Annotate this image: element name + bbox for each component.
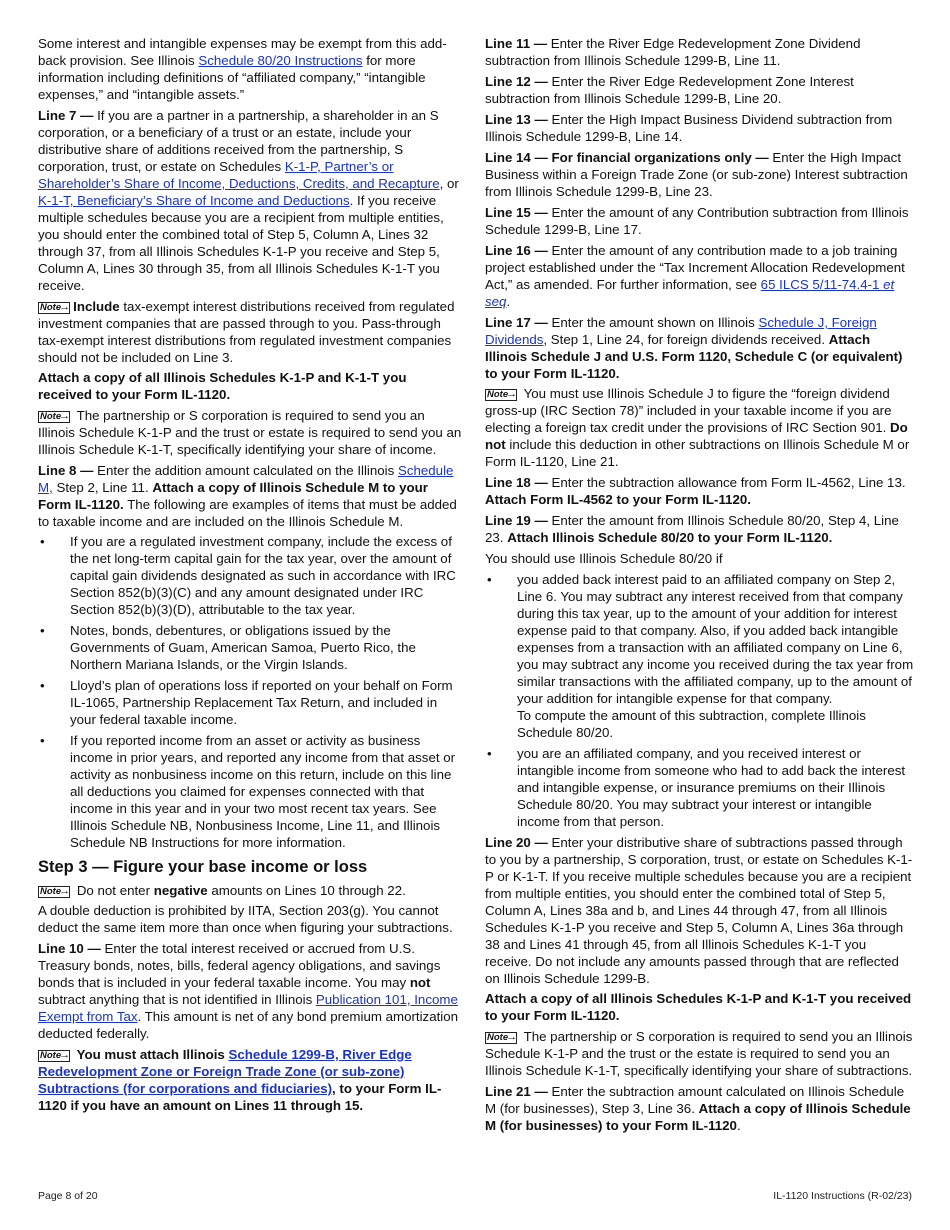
- text: amounts on Lines 10 through 22.: [207, 883, 406, 898]
- bold-text: Attach Form IL-4562 to your Form IL-1120.: [485, 492, 751, 507]
- line-label: Line 21 —: [485, 1084, 548, 1099]
- bold-text: Attach a copy of Illinois Schedule M (for businesses) to your Form IL-1120: [485, 1101, 911, 1133]
- paragraph-line-8: [38, 462, 464, 530]
- note-schedule-j: [485, 385, 915, 470]
- addition-examples-list: [38, 533, 464, 851]
- paragraph-line-18: [485, 474, 915, 508]
- list-item: • If you are a regulated investment company, include the excess of the net long-term capital gain for the tax year, over the amount of capital gain dividends designated as such in accordance with IRC Section 852(b)(3)(C) and any amount designated under IRC Section 852(b)(3)(D), attributable to the tax year.: [38, 533, 464, 618]
- text: Enter your distributive share of subtractions passed through to you by a partnership, S corporation, trust, or estate on Schedules K-1-P or K-1-T. If you receive multiple schedules because you are a recipient from multiple entities, you should enter the combined total of Step 5, Column A, Lines 38a and b, and Lines 44 through 47, from all Illinois Schedules K-1-P you receive and Step 5, Column A, Lines 36a through 38 and Lines 41 through 45, from all Illinois Schedules K-1-T you receive. Do not include any amounts passed through that are reflected on Illinois Schedule 1299-B.: [485, 835, 913, 986]
- line-label: Line 16 —: [485, 243, 548, 258]
- bold-text: Include: [73, 299, 120, 314]
- text: . If you receive multiple schedules because you are a recipient from multiple entities, you should enter the combined total of Step 5, Column A, Lines 32 through 37, from all Illinois Schedules K-1-P you receive and Step 5, Column A, Lines 30 through 35, from all Illinois Schedules K-1-T you receive.: [38, 193, 444, 293]
- paragraph-double-deduction: A double deduction is prohibited by IITA, Section 203(g). You cannot deduct the same item more than once when figuring your subtractions.: [38, 903, 453, 935]
- form-revision: IL-1120 Instructions (R-02/23): [773, 1190, 912, 1202]
- text: .: [506, 294, 511, 309]
- list-item: • Notes, bonds, debentures, or obligations issued by the Governments of Guam, American Samoa, Puerto Rico, the Northern Mariana Islands, or the Virgin Islands.: [38, 622, 464, 673]
- link-italic-text: et seq: [485, 277, 895, 309]
- paragraph-line-19: [485, 512, 915, 546]
- note-icon: Note →: [38, 886, 70, 898]
- page-number: Page 8 of 20: [38, 1190, 98, 1202]
- paragraph-line-10: [38, 940, 464, 1042]
- paragraph-line-7: [38, 107, 464, 294]
- paragraph-should-use: You should use Illinois Schedule 80/20 if: [485, 551, 723, 566]
- link-text: Schedule 1299-B, River Edge Redevelopment Zone or Foreign Trade Zone (or sub-zone) Subtractions (for corporations and fiduciaries): [38, 1047, 412, 1096]
- line-label: Line 17 —: [485, 315, 548, 330]
- text: , or: [439, 176, 459, 191]
- line-label: Line 10 —: [38, 941, 101, 956]
- bold-text: negative: [153, 883, 208, 898]
- line-label: Line 19 —: [485, 513, 548, 528]
- paragraph-line-21: [485, 1083, 915, 1134]
- text: If you are a partner in a partnership, a shareholder in an S corporation, or a beneficiary of a trust or an estate, include your distributive share of additions received from the partnership, S corporation, trust, or estate on Schedules: [38, 108, 439, 174]
- bold-text: Attach a copy of all Illinois Schedules K-1-P and K-1-T you received to your Form IL-1120.: [38, 370, 407, 402]
- note-partnership: [38, 407, 464, 458]
- right-column: [485, 35, 915, 1137]
- text: Enter the amount of any Contribution subtraction from Illinois Schedule 1299-B, Line 17.: [485, 205, 909, 237]
- line-label: Line 15 —: [485, 205, 548, 220]
- schedule-m-link[interactable]: Schedule M,: [38, 463, 454, 495]
- note-icon: Note →: [485, 389, 517, 401]
- line-label: Line 14 — For financial organizations only —: [485, 150, 769, 165]
- paragraph-line-20: [485, 834, 915, 987]
- line-label: Line 8 —: [38, 463, 94, 478]
- schedule-8020-instructions-link[interactable]: Schedule 80/20 Instructions: [198, 53, 363, 68]
- text: Some interest and intangible expenses may be exempt from this add-back provision. See Illinois: [38, 36, 447, 68]
- text: for more information including definitions of “affiliated company,” “intangible expenses,” and “intangible assets.”: [38, 53, 426, 102]
- text: The following are examples of items that must be added to taxable income and are included on the Illinois Schedule M.: [38, 497, 457, 529]
- schedule-8020-list: [485, 571, 915, 830]
- k1p-link[interactable]: K-1-P, Partner’s or Shareholder’s Share of Income, Deductions, Credits, and Recapture: [38, 159, 440, 191]
- paragraph-line-17: [485, 314, 915, 382]
- text: include this deduction in other subtractions on Illinois Schedule M or Form IL-1120, Line 21.: [485, 437, 910, 469]
- bold-text: Attach Illinois Schedule J and U.S. Form 1120, Schedule C (or equivalent) to your Form IL-1120.: [485, 332, 903, 381]
- attach-instruction: [38, 369, 464, 403]
- text: Enter the subtraction amount calculated on Illinois Schedule M (for businesses), Step 3, Line 36.: [485, 1084, 905, 1116]
- text: Enter the subtraction allowance from Form IL-4562, Line 13.: [547, 475, 906, 490]
- text: Step 2, Line 11.: [52, 480, 153, 495]
- text: You must use Illinois Schedule J to figure the “foreign dividend gross-up (IRC Section 78)” included in your taxable income if you are electing a foreign tax credit under the provisions of IRC Section 901.: [485, 386, 892, 435]
- text: Enter the River Edge Redevelopment Zone Dividend subtraction from Illinois Schedule 1299-B, Line 11.: [485, 36, 861, 68]
- line-label: Line 18 —: [485, 475, 548, 490]
- text: subtract anything that is not identified in Illinois: [38, 992, 316, 1007]
- note-schedule-1299b: [38, 1046, 464, 1114]
- bold-text: Attach a copy of Illinois Schedule M to your Form IL-1120.: [38, 480, 428, 512]
- paragraph-line-14: [485, 149, 915, 200]
- line-label: Line 7 —: [38, 108, 94, 123]
- paragraph-exempt: [38, 35, 464, 103]
- bold-text: , to your Form IL-1120 if you have an amount on Lines 11 through 15.: [38, 1081, 442, 1113]
- paragraph-line-13: [485, 111, 915, 145]
- paragraph-line-11: [485, 35, 915, 69]
- text: tax-exempt interest distributions received from regulated investment companies that are passed through to you. Pass-through tax-exempt interest distributions from regulated investment companies should not be included on Line 3.: [38, 299, 455, 365]
- note-icon: Note →: [38, 1050, 70, 1062]
- list-item: • you are an affiliated company, and you received interest or intangible income from someone who had to add back the interest and intangible expense, or insurance premiums on their Illinois Schedule 80/20. You may subtract your interest or intangible income from that person.: [485, 745, 915, 830]
- link-text: 65 ILCS 5/11-74.4-1: [760, 277, 884, 292]
- bold-text: Do not: [485, 420, 908, 452]
- bold-text: You must attach Illinois: [73, 1047, 229, 1062]
- note-icon: Note →: [38, 302, 70, 314]
- text: Enter the High Impact Business Dividend subtraction from Illinois Schedule 1299-B, Line 14.: [485, 112, 893, 144]
- text: To compute the amount of this subtraction, complete Illinois Schedule 80/20.: [517, 708, 866, 740]
- paragraph-line-15: [485, 204, 915, 238]
- line-label: Line 12 —: [485, 74, 548, 89]
- publication-101-link[interactable]: Publication 101, Income Exempt from Tax: [38, 992, 458, 1024]
- text: The partnership or S corporation is required to send you an Illinois Schedule K-1-P and the trust or estate is required to send you an Illinois Schedule K-1-T, specifically identifying your share of income.: [38, 408, 462, 457]
- bold-text: Attach Illinois Schedule 80/20 to your Form IL-1120.: [507, 530, 833, 545]
- left-column: [38, 35, 464, 1117]
- text: Enter the High Impact Business within a Foreign Trade Zone (or sub-zone) Interest subtraction from Illinois Schedule 1299-B, Line 23.: [485, 150, 908, 199]
- line-label: Line 13 —: [485, 112, 548, 127]
- text: Enter the amount of any contribution made to a job training project established under the “Tax Increment Allocation Redevelopment Act,” as amended. For further information, see: [485, 243, 905, 292]
- text: Enter the amount shown on Illinois: [547, 315, 759, 330]
- text: The partnership or S corporation is required to send you an Illinois Schedule K-1-P and the trust or the estate is required to send you an Illinois Schedule K-1-T, specifically identifying your share of subtractions.: [485, 1029, 913, 1078]
- paragraph-line-12: [485, 73, 915, 107]
- list-item: • If you reported income from an asset or activity as business income in prior years, and reported any income from that asset or activity as nonbusiness income on this return, include on this line all deductions you claimed for expenses connected with that income in this year and in your two most recent tax years. See Illinois Schedule NB, Nonbusiness Income, Line 11, and Illinois Schedule NB Instructions for more information.: [38, 732, 464, 851]
- text: .: [736, 1118, 741, 1133]
- bold-text: Attach a copy of all Illinois Schedules K-1-P and K-1-T you received to your Form IL-1120.: [485, 991, 912, 1023]
- attach-instruction: [485, 990, 915, 1024]
- text: . This amount is net of any bond premium amortization deducted federally.: [38, 1009, 459, 1041]
- text: Enter the total interest received or accrued from U.S. Treasury bonds, notes, bills, federal agency obligations, and savings bonds that is included in your federal taxable income. You may: [38, 941, 441, 990]
- note-tax-exempt: [38, 298, 464, 366]
- text: you added back interest paid to an affiliated company on Step 2, Line 6. You may subtract any interest received from that company during this tax year, up to the amount of your addition for interest expense paid to that company. Also, if you added back intangible expenses from a transaction with an affiliated company on Line 6, you may subtract any income you received during the tax year from similar transactions with the affiliated company, up to the amount of your addition for intangible expense for that company.: [517, 572, 914, 706]
- line-label: Line 11 —: [485, 36, 548, 51]
- note-icon: Note →: [38, 411, 70, 423]
- k1t-link[interactable]: K-1-T, Beneficiary’s Share of Income and Deductions: [38, 193, 350, 208]
- text: Enter the amount from Illinois Schedule 80/20, Step 4, Line 23.: [485, 513, 899, 545]
- note-negative: [38, 882, 464, 899]
- text: Do not enter: [73, 883, 154, 898]
- schedule-j-link[interactable]: Schedule J, Foreign Dividends: [485, 315, 877, 347]
- list-item: [485, 571, 915, 741]
- step-3-heading: Step 3 — Figure your base income or loss: [38, 858, 368, 876]
- text: , Step 1, Line 24, for foreign dividends received.: [543, 332, 829, 347]
- list-item: • Lloyd’s plan of operations loss if reported on your behalf on Form IL-1065, Partnership Replacement Tax Return, and included in your federal taxable income.: [38, 677, 464, 728]
- line-label: Line 20 —: [485, 835, 548, 850]
- text: Enter the addition amount calculated on the Illinois: [93, 463, 398, 478]
- note-icon: Note →: [485, 1032, 517, 1044]
- paragraph-line-16: [485, 242, 915, 310]
- text: Enter the River Edge Redevelopment Zone Interest subtraction from Illinois Schedule 1299-B, Line 20.: [485, 74, 854, 106]
- bold-text: not: [409, 975, 431, 990]
- note-partnership-subtractions: [485, 1028, 915, 1079]
